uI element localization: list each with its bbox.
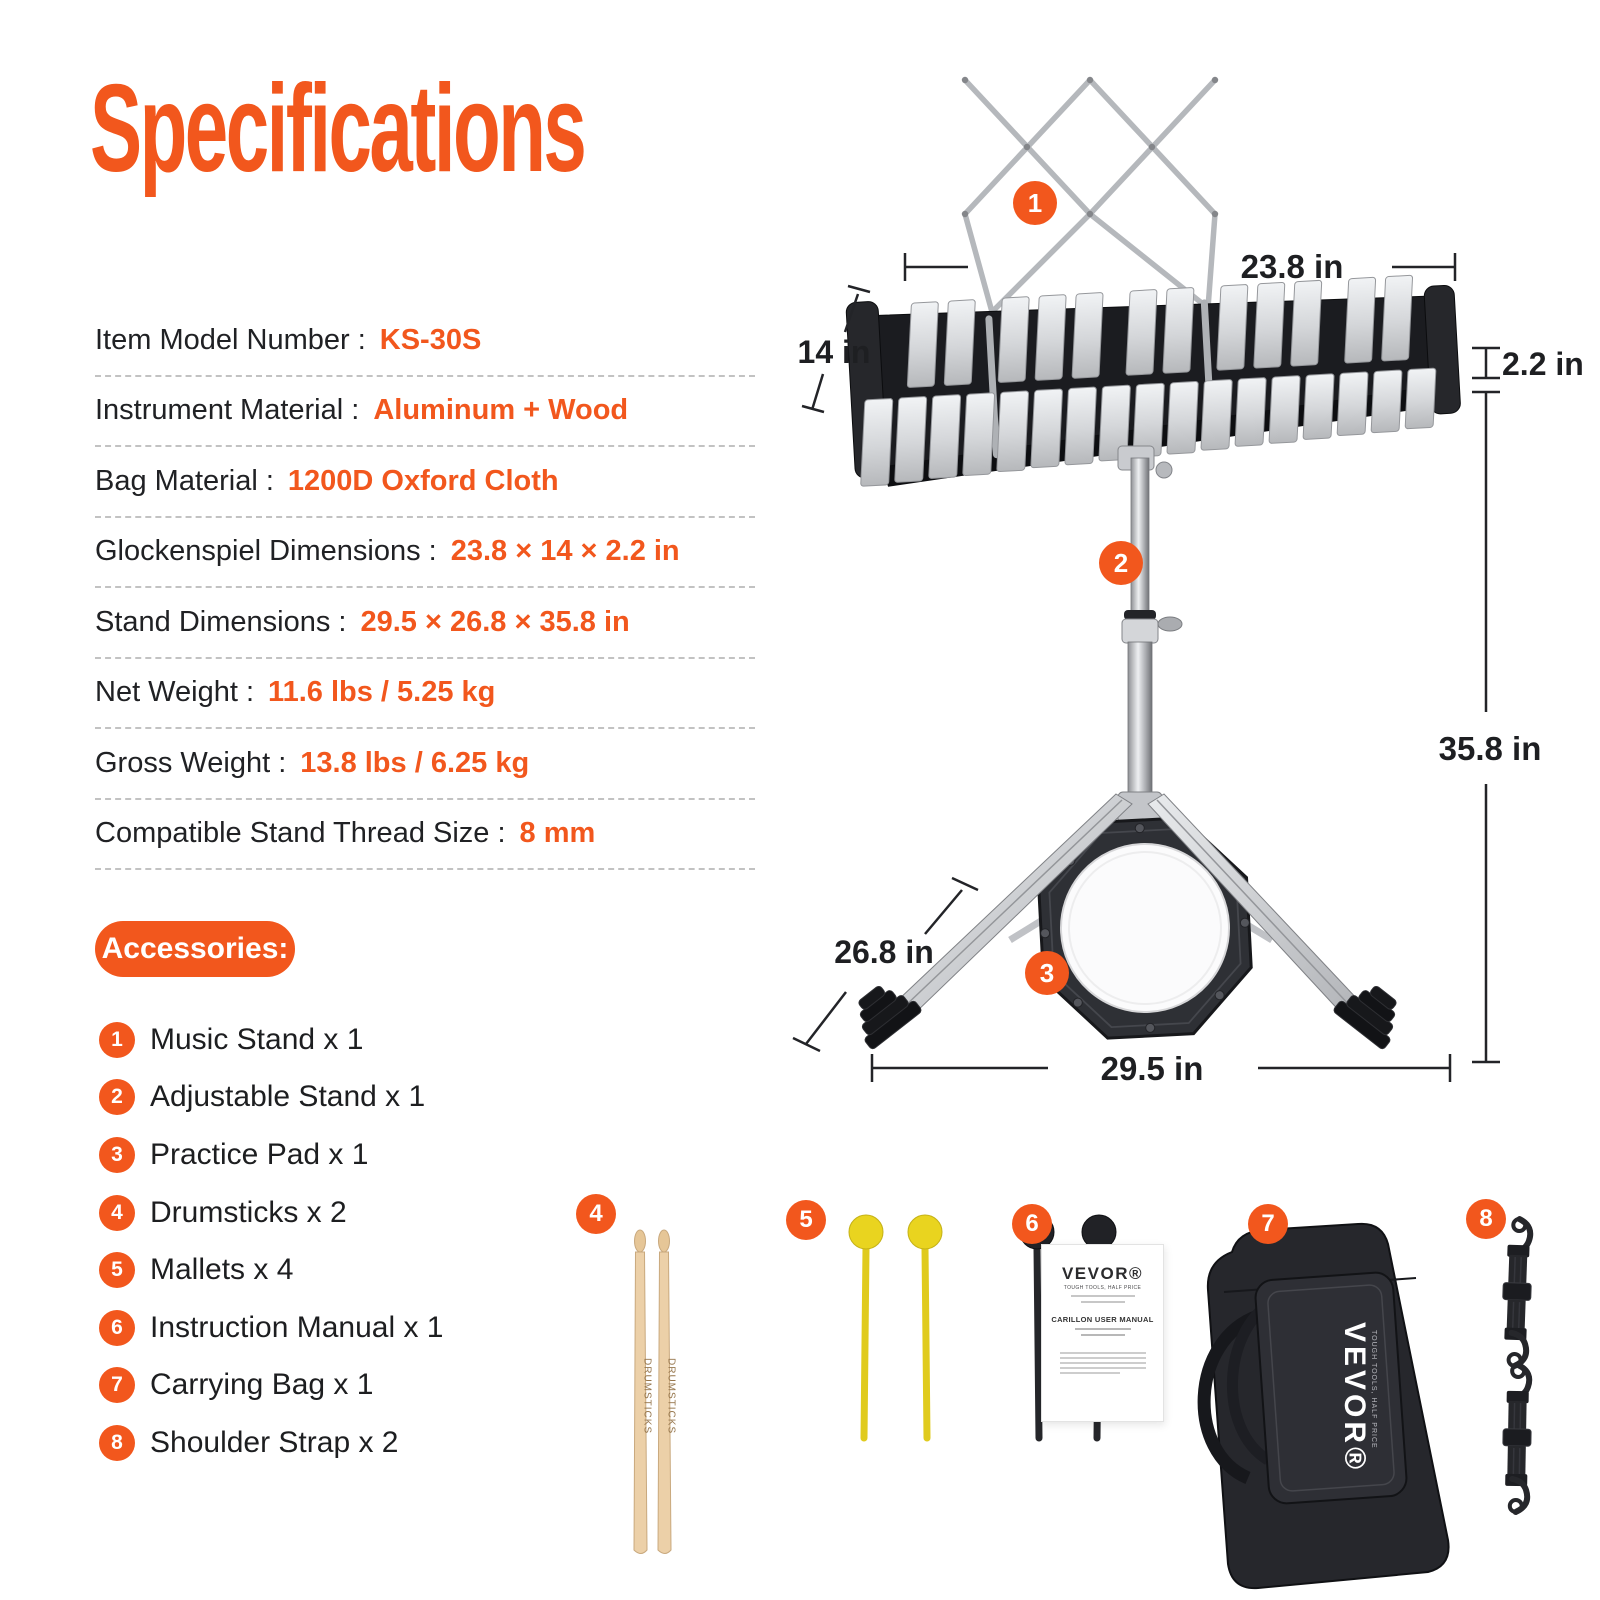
spec-value: KS-30S: [379, 323, 482, 356]
dim-width-label: 23.8 in: [1240, 248, 1344, 285]
spec-label: Item Model Number :: [95, 323, 366, 356]
dim-stand-height-label: 35.8 in: [1438, 730, 1542, 767]
callout-badge-adjustable-stand: 2: [1099, 541, 1143, 585]
manual-paragraph-lines: [1060, 1352, 1146, 1377]
manual-tagline: TOUGH TOOLS, HALF PRICE: [1063, 1285, 1142, 1291]
spec-label: Stand Dimensions :: [95, 605, 347, 638]
callout-badge-practice-pad: 3: [1025, 951, 1069, 995]
accessory-label: Instruction Manual x 1: [150, 1310, 444, 1344]
callout-badge-music-stand: 1: [1013, 181, 1057, 225]
spec-label: Net Weight :: [95, 676, 255, 709]
accessory-number-badge: 6: [99, 1310, 135, 1346]
bag-brand-text: VEVOR®: [1338, 1322, 1371, 1474]
shoulder-straps-drawing: [1500, 1219, 1533, 1513]
accessory-label: Shoulder Strap x 2: [150, 1425, 399, 1459]
spec-value: 11.6 lbs / 5.25 kg: [268, 676, 496, 709]
spec-value: 13.8 lbs / 6.25 kg: [300, 746, 530, 779]
spec-label: Gross Weight :: [95, 746, 287, 779]
accessory-number-badge: 1: [99, 1022, 135, 1058]
manual-decoration-line: [1081, 1334, 1125, 1336]
carrying-bag-drawing: [1204, 1224, 1448, 1588]
spec-value: 8 mm: [519, 817, 596, 850]
item-badge-mallets: 5: [786, 1200, 826, 1240]
accessory-label: Drumsticks x 2: [150, 1195, 347, 1229]
accessory-number-badge: 3: [99, 1137, 135, 1173]
item-badge-shoulder-strap: 8: [1466, 1199, 1506, 1239]
spec-label: Glockenspiel Dimensions :: [95, 535, 437, 568]
dim-frame-height-label: 2.2 in: [1502, 346, 1584, 382]
instruction-manual-drawing: [1041, 1244, 1164, 1422]
spec-value: 23.8 × 14 × 2.2 in: [450, 535, 680, 568]
bag-tagline-text: TOUGH TOOLS, HALF PRICE: [1370, 1330, 1377, 1449]
manual-decoration-line: [1071, 1295, 1135, 1297]
accessory-label: Mallets x 4: [150, 1253, 294, 1287]
accessory-number-badge: 2: [99, 1079, 135, 1115]
spec-label: Compatible Stand Thread Size :: [95, 817, 506, 850]
drumstick-brand-text: DRUMSTICKS: [641, 1358, 653, 1435]
spec-label: Bag Material :: [95, 464, 274, 497]
item-badge-carrying-bag: 7: [1248, 1204, 1288, 1244]
spec-value: 1200D Oxford Cloth: [287, 464, 559, 497]
accessory-number-badge: 8: [99, 1425, 135, 1461]
accessory-number-badge: 7: [99, 1367, 135, 1403]
page-title: Specifications: [90, 60, 585, 198]
accessory-label: Music Stand x 1: [150, 1022, 364, 1056]
dim-leg-label: 26.8 in: [834, 934, 934, 970]
manual-decoration-line: [1075, 1328, 1131, 1330]
spec-label: Instrument Material :: [95, 394, 360, 427]
accessory-number-badge: 4: [99, 1195, 135, 1231]
drumsticks-drawing: [634, 1230, 677, 1554]
manual-decoration-line: [1081, 1301, 1125, 1303]
accessory-label: Adjustable Stand x 1: [150, 1080, 426, 1114]
accessory-label: Carrying Bag x 1: [150, 1368, 374, 1402]
spec-value: 29.5 × 26.8 × 35.8 in: [360, 605, 630, 638]
spec-value: Aluminum + Wood: [373, 394, 629, 427]
item-badge-instruction-manual: 6: [1012, 1204, 1052, 1244]
accessories-heading: Accessories:: [95, 921, 295, 977]
manual-title: CARILLON USER MANUAL: [1051, 1315, 1154, 1324]
manual-brand: VEVOR®: [1061, 1264, 1144, 1283]
drumstick-brand-text: DRUMSTICKS: [665, 1358, 677, 1435]
accessory-label: Practice Pad x 1: [150, 1137, 369, 1171]
dim-base-label: 29.5 in: [1100, 1050, 1204, 1087]
accessory-number-badge: 5: [99, 1252, 135, 1288]
dim-depth-label: 14 in: [797, 334, 871, 370]
item-badge-drumsticks: 4: [576, 1194, 616, 1234]
music-stand-drawing: [962, 77, 1218, 312]
